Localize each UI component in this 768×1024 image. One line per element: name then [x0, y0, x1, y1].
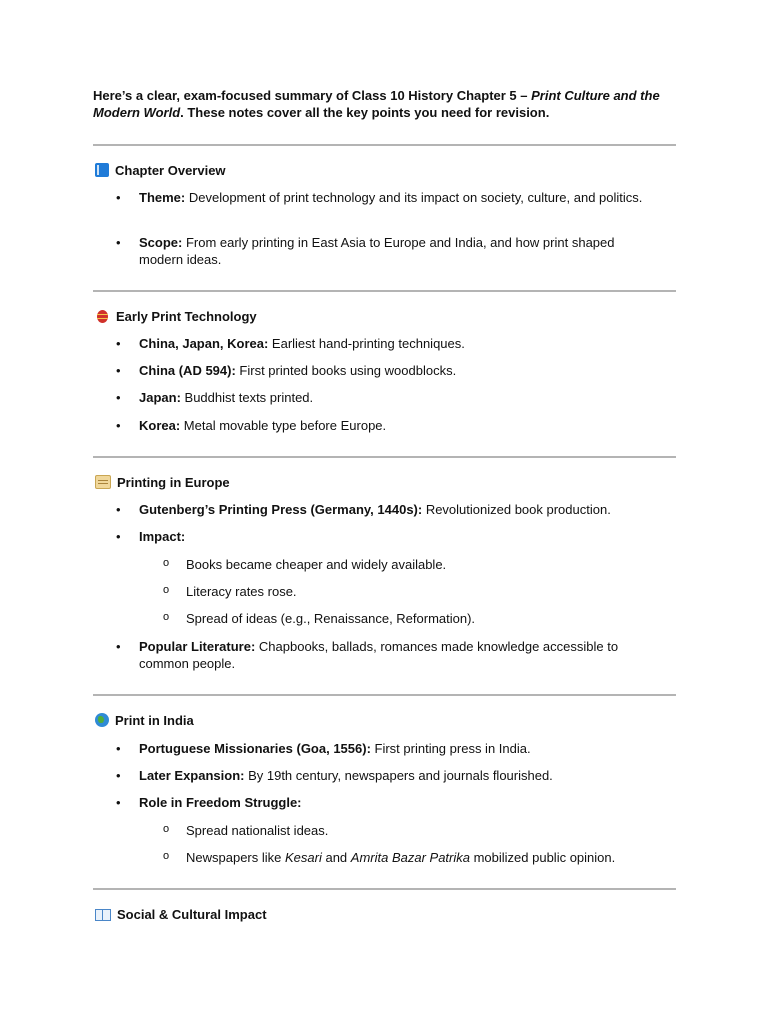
newspaper-name: Kesari [285, 850, 322, 865]
item-text: By 19th century, newspapers and journals flourished. [244, 768, 553, 783]
list-item [139, 794, 659, 811]
sub-list-item: o Spread of ideas (e.g., Renaissance, Reformation). [186, 610, 666, 627]
item-label: Role in Freedom Struggle: [139, 795, 302, 810]
item-label: Later Expansion: [139, 768, 245, 783]
item-text: Revolutionized book production. [422, 502, 611, 517]
section-heading-india [95, 711, 194, 729]
blue-book-icon [95, 163, 109, 177]
divider [93, 290, 676, 292]
section-heading-social [95, 905, 267, 923]
sub-list-item: o Books became cheaper and widely available. [186, 556, 666, 573]
item-text: From early printing in East Asia to Europe and India, and how print shaped modern ideas. [139, 235, 615, 267]
item-text: First printing press in India. [370, 741, 531, 756]
open-book-icon [95, 908, 111, 920]
sub-list-item [186, 849, 666, 866]
list-item [139, 335, 659, 352]
list-item [139, 638, 659, 672]
list-item [139, 528, 659, 545]
divider [93, 456, 676, 458]
item-label: Japan: [139, 390, 181, 405]
sub-list-item: o Literacy rates rose. [186, 583, 666, 600]
item-text: Buddhist texts printed. [180, 390, 314, 405]
section-title: Early Print Technology [116, 308, 257, 324]
scroll-icon [95, 475, 111, 489]
item-label: Gutenberg’s Printing Press (Germany, 1440s): [139, 502, 423, 517]
item-text: Earliest hand-printing techniques. [268, 336, 465, 351]
newspaper-name: Amrita Bazar Patrika [350, 850, 470, 865]
section-title: Chapter Overview [115, 162, 226, 178]
section-title: Print in India [115, 712, 194, 728]
section-heading-overview [95, 161, 226, 179]
list-item [139, 417, 659, 434]
sub-text: Newspapers like [186, 850, 285, 865]
item-label: Scope: [139, 235, 183, 250]
list-item [139, 234, 659, 268]
item-label: Theme: [139, 190, 186, 205]
item-label: Popular Literature: [139, 639, 256, 654]
divider [93, 888, 676, 890]
globe-icon [95, 713, 109, 727]
intro-book-title: Print Culture and the Modern World [93, 88, 660, 120]
sub-list-item: o Spread nationalist ideas. [186, 822, 666, 839]
item-text: Metal movable type before Europe. [180, 418, 387, 433]
list-item [139, 189, 659, 206]
item-label: Korea: [139, 418, 181, 433]
red-lantern-icon [97, 310, 108, 323]
list-item [139, 501, 659, 518]
item-label: Portuguese Missionaries (Goa, 1556): [139, 741, 371, 756]
item-text: Chapbooks, ballads, romances made knowledge accessible to common people. [139, 639, 619, 671]
item-label: China (AD 594): [139, 363, 236, 378]
list-item [139, 362, 659, 379]
sub-text: mobilized public opinion. [469, 850, 616, 865]
intro-paragraph [93, 87, 673, 121]
intro-text-end: . These notes cover all the key points you need for revision. [180, 105, 550, 120]
item-label: China, Japan, Korea: [139, 336, 269, 351]
list-item [139, 389, 659, 406]
section-heading-europe [95, 473, 230, 491]
section-title: Printing in Europe [117, 474, 230, 490]
list-item [139, 767, 659, 784]
section-title: Social & Cultural Impact [117, 906, 267, 922]
list-item [139, 740, 659, 757]
item-text: First printed books using woodblocks. [235, 363, 457, 378]
section-heading-early-print [95, 307, 257, 325]
divider [93, 144, 676, 146]
divider [93, 694, 676, 696]
item-label: Impact: [139, 529, 186, 544]
item-text: Development of print technology and its impact on society, culture, and politics. [185, 190, 643, 205]
sub-text: and [321, 850, 351, 865]
intro-text: Here’s a clear, exam-focused summary of Class 10 History Chapter 5 – [93, 88, 532, 103]
